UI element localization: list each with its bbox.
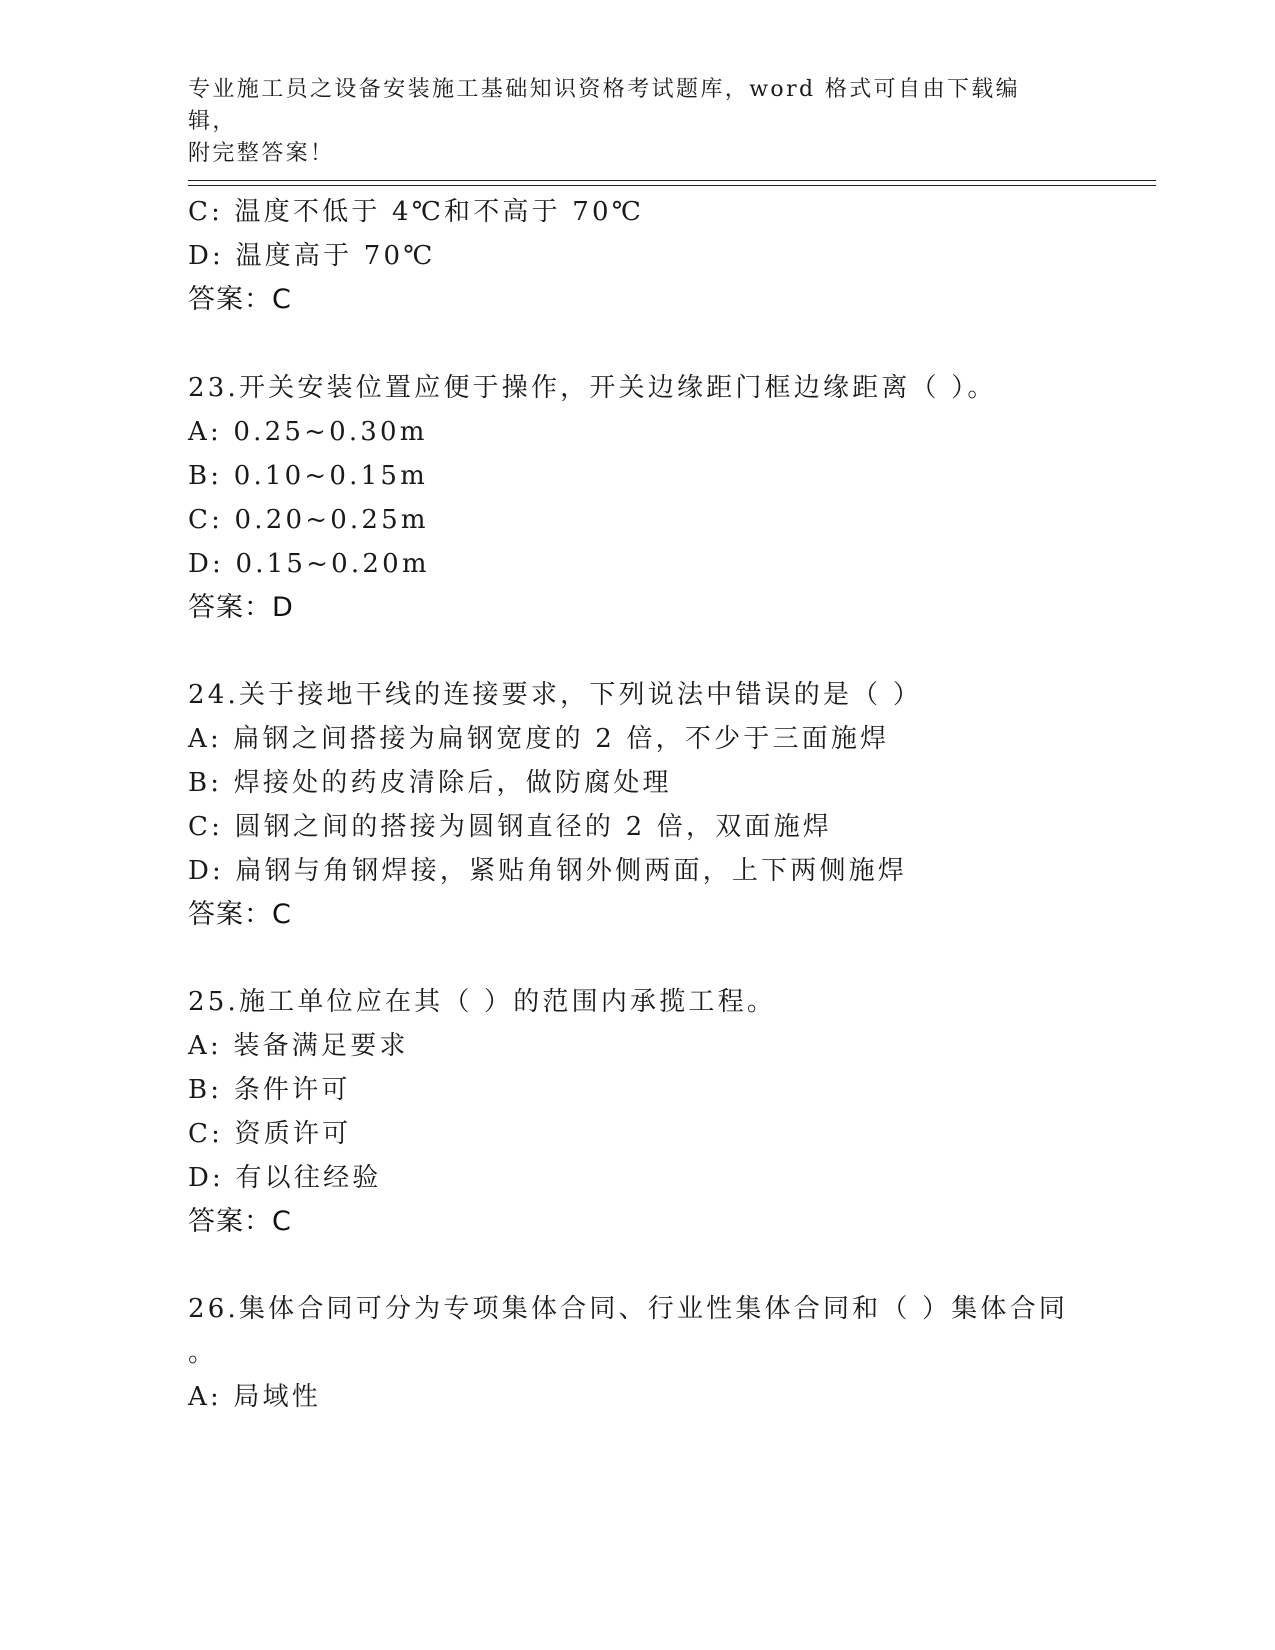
q23-option-d: D: 0.15~0.20m bbox=[188, 549, 430, 579]
q24-option-d: D: 扁钢与角钢焊接，紧贴角钢外侧两面，上下两侧施焊 bbox=[188, 856, 908, 886]
q22-option-d: D: 温度高于 70℃ bbox=[188, 241, 436, 271]
q26-stem-continuation: 。 bbox=[188, 1338, 218, 1368]
q23-option-a: A: 0.25~0.30m bbox=[188, 417, 428, 447]
q24-stem: 24.关于接地干线的连接要求，下列说法中错误的是（ ） bbox=[188, 680, 923, 710]
q25-option-a: A: 装备满足要求 bbox=[188, 1031, 409, 1061]
header-divider-top bbox=[188, 180, 1156, 181]
q23-option-b: B: 0.10~0.15m bbox=[188, 461, 428, 491]
q26-stem: 26.集体合同可分为专项集体合同、行业性集体合同和（ ）集体合同 bbox=[188, 1294, 1069, 1324]
q25-stem: 25.施工单位应在其（ ）的范围内承揽工程。 bbox=[188, 987, 777, 1017]
q24-option-b: B: 焊接处的药皮清除后，做防腐处理 bbox=[188, 768, 672, 798]
q25-answer: 答案：C bbox=[188, 1206, 292, 1237]
q24-option-a: A: 扁钢之间搭接为扁钢宽度的 2 倍，不少于三面施焊 bbox=[188, 724, 890, 754]
q22-answer: 答案：C bbox=[188, 284, 292, 315]
document-header bbox=[188, 74, 1068, 170]
header-line-2: 附完整答案！ bbox=[188, 141, 335, 166]
q22-option-c: C: 温度不低于 4℃和不高于 70℃ bbox=[188, 197, 645, 227]
q23-answer: 答案：D bbox=[188, 592, 294, 623]
header-divider-bottom bbox=[188, 185, 1156, 186]
q26-option-a: A: 局域性 bbox=[188, 1382, 322, 1412]
q25-option-d: D: 有以往经验 bbox=[188, 1163, 382, 1193]
q24-option-c: C: 圆钢之间的搭接为圆钢直径的 2 倍，双面施焊 bbox=[188, 812, 832, 842]
q25-option-b: B: 条件许可 bbox=[188, 1075, 351, 1105]
q23-option-c: C: 0.20~0.25m bbox=[188, 505, 429, 535]
q24-answer: 答案：C bbox=[188, 899, 292, 930]
header-line-1: 专业施工员之设备安装施工基础知识资格考试题库，word 格式可自由下载编辑， bbox=[188, 77, 1021, 134]
q25-option-c: C: 资质许可 bbox=[188, 1119, 352, 1149]
q23-stem: 23.开关安装位置应便于操作，开关边缘距门框边缘距离（ ）。 bbox=[188, 373, 997, 403]
